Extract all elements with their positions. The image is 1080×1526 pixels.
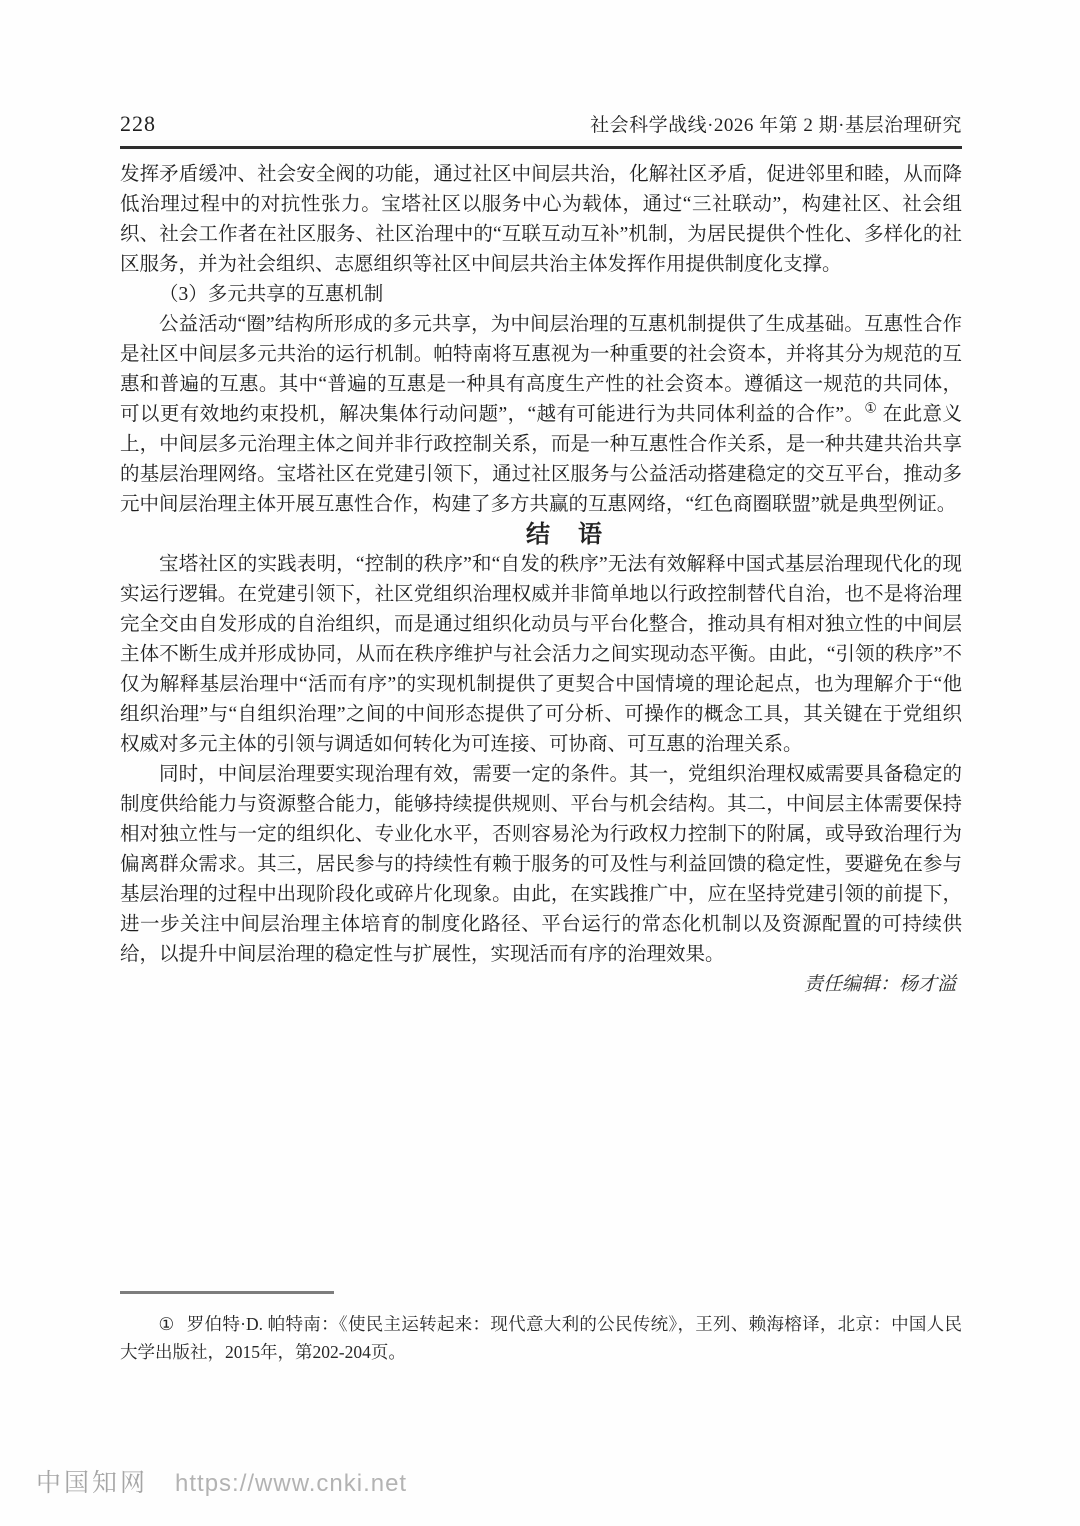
page-header — [120, 110, 962, 149]
subheading-reciprocity-mechanism: （3）多元共享的互惠机制 — [159, 284, 384, 305]
footnote-entry — [120, 1310, 962, 1366]
cnki-site-name: 中国知网 — [36, 1469, 149, 1497]
footnote-block — [120, 1291, 962, 1366]
section-heading-conclusion: 结 语 — [526, 521, 604, 548]
paragraph-reciprocity-text-b: 在此意义上，中间层多元治理主体之间并非行政控制关系，而是一种互惠性合作关系，是一种共建共治共享的基层治理网络。宝塔社区在党建引领下，通过社区服务与公益活动搭建稳定的交互平台，推动多元中间层治理主体开展互惠性合作，构建了多方共赢的互惠网络，“红色商圈联盟”就是典型例证。 — [120, 404, 962, 515]
cnki-url: https://www.cnki.net — [175, 1470, 408, 1497]
footnote-marker: ① — [158, 1314, 175, 1334]
responsible-editor-note: 责任编辑：杨才溢 — [803, 974, 956, 995]
page-number: 228 — [120, 111, 156, 136]
paragraph-conclusion-1: 宝塔社区的实践表明，“控制的秩序”和“自发的秩序”无法有效解释中国式基层治理现代化的现实运行逻辑。在党建引领下，社区党组织治理权威并非简单地以行政控制替代自治，也不是将治理完全交由自发形成的自治组织，而是通过组织化动员与平台化整合，推动具有相对独立性的中间层主体不断生成并形成协同，从而在秩序维护与社会活力之间实现动态平衡。由此，“引领的秩序”不仅为解释基层治理中“活而有序”的实现机制提供了更契合中国情境的理论起点，也为理解介于“他组织治理”与“自组织治理”之间的中间形态提供了可分析、可操作的概念工具，其关键在于党组织权威对多元主体的引领与调适如何转化为可连接、可协商、可互惠的治理关系。 — [120, 554, 962, 755]
paragraph-reciprocity-text-a: 公益活动“圈”结构所形成的多元共享，为中间层治理的互惠机制提供了生成基础。互惠性合作是社区中间层多元共治的运行机制。帕特南将互惠视为一种重要的社会资本，并将其分为规范的互惠和普遍的互惠。其中“普遍的互惠是一种具有高度生产性的社会资本。遵循这一规范的共同体，可以更有效地约束投机，解决集体行动问题”，“越有可能进行为共同体利益的合作”。 — [120, 314, 962, 425]
article-body — [120, 160, 962, 1000]
paragraph-continuation: 发挥矛盾缓冲、社会安全阀的功能，通过社区中间层共治，化解社区矛盾，促进邻里和睦，从而降低治理过程中的对抗性张力。宝塔社区以服务中心为载体，通过“三社联动”，构建社区、社会组织、社会工作者在社区服务、社区治理中的“互联互动互补”机制，为居民提供个性化、多样化的社区服务，并为社会组织、志愿组织等社区中间层共治主体发挥作用提供制度化支撑。 — [120, 164, 962, 275]
footnote-reference-mark: ① — [864, 400, 878, 417]
footnote-citation-text: 罗伯特·D. 帕特南：《使民主运转起来：现代意大利的公民传统》，王列、赖海榕译，北京：中国人民大学出版社，2015年，第202-204页。 — [120, 1314, 962, 1362]
paragraph-conclusion-2: 同时，中间层治理要实现治理有效，需要一定的条件。其一，党组织治理权威需要具备稳定的制度供给能力与资源整合能力，能够持续提供规则、平台与机会结构。其二，中间层主体需要保持相对独立性与一定的组织化、专业化水平，否则容易沦为行政权力控制下的附属，或导致治理行为偏离群众需求。其三，居民参与的持续性有赖于服务的可及性与利益回馈的稳定性，要避免在参与基层治理的过程中出现阶段化或碎片化现象。由此，在实践推广中，应在坚持党建引领的前提下，进一步关注中间层治理主体培育的制度化路径、平台运行的常态化机制以及资源配置的可持续供给，以提升中间层治理的稳定性与扩展性，实现活而有序的治理效果。 — [120, 764, 962, 965]
paragraph-reciprocity — [120, 310, 962, 520]
footnote-divider — [120, 1291, 334, 1294]
cnki-watermark — [36, 1463, 407, 1499]
journal-issue-info: 社会科学战线·2026 年第 2 期·基层治理研究 — [590, 115, 962, 136]
